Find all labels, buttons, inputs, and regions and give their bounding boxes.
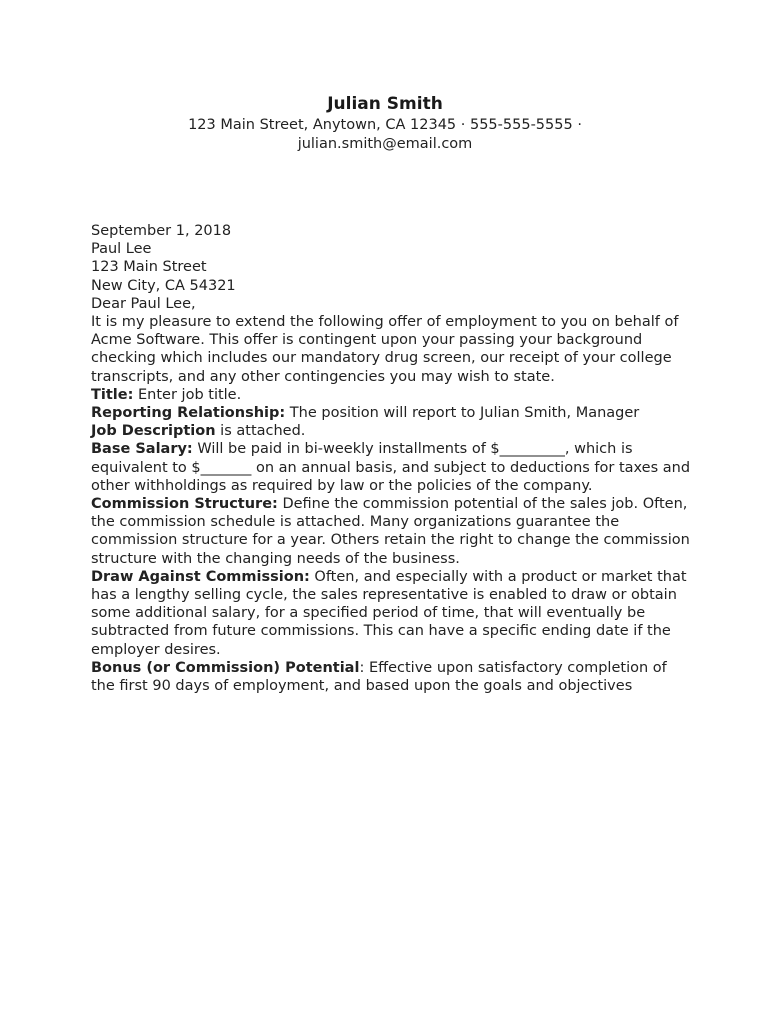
title-paragraph <box>91 386 691 404</box>
sender-name: Julian Smith <box>327 94 443 114</box>
draw-paragraph <box>91 568 691 659</box>
bonus-label: Bonus (or Commission) Potential <box>91 659 360 676</box>
letter-body <box>91 222 691 695</box>
recipient-city: New City, CA 54321 <box>91 277 236 294</box>
draw-text: Often, and especially with a product or market that has a lengthy selling cycle, the sales representative is enabled to draw or obtain some additional salary, for a specified period of time, that will eventually be subtracted from future commissions. This can have a specific ending date if the employer desires. <box>91 568 687 658</box>
bonus-text: : Effective upon satisfactory completion of the first 90 days of employment, and based upon the goals and objectives <box>91 659 667 695</box>
letter-header <box>0 93 770 153</box>
reporting-paragraph <box>91 404 691 422</box>
commission-structure-paragraph <box>91 495 691 568</box>
commission-structure-label: Commission Structure: <box>91 496 278 513</box>
intro-paragraph: It is my pleasure to extend the following offer of employment to you on behalf of Acme Software. This offer is contingent upon your passing your background checking which includes our mandatory drug screen, our receipt of your college transcripts, and any other contingencies you may wish to state. <box>91 314 679 385</box>
reporting-label: Reporting Relationship: <box>91 405 286 422</box>
recipient-street: 123 Main Street <box>91 259 207 276</box>
sender-contact-line-1: 123 Main Street, Anytown, CA 12345 · 555-555-5555 · <box>188 117 582 133</box>
job-description-paragraph <box>91 422 691 440</box>
title-text: Enter job title. <box>133 386 242 403</box>
job-description-text: is attached. <box>215 423 306 440</box>
base-salary-paragraph <box>91 440 691 495</box>
base-salary-text: Will be paid in bi-weekly installments of $_________, which is equivalent to $_______ on an annual basis, and subject to deductions for taxes and other withholdings as required by law or the policies of the company. <box>91 441 691 494</box>
commission-structure-text: Define the commission potential of the sales job. Often, the commission schedule is attached. Many organizations guarantee the commission structure for a year. Others retain the right to change the commission structure with the changing needs of the business. <box>91 496 690 567</box>
base-salary-label: Base Salary: <box>91 441 193 458</box>
sender-contact-line-2: julian.smith@email.com <box>297 136 473 152</box>
recipient-name: Paul Lee <box>91 241 152 258</box>
letter-date: September 1, 2018 <box>91 223 232 239</box>
job-description-label: Job Description <box>91 423 216 440</box>
recipient-address <box>91 240 691 295</box>
salutation: Dear Paul Lee, <box>91 295 196 312</box>
draw-label: Draw Against Commission: <box>91 568 310 585</box>
bonus-paragraph <box>91 659 691 695</box>
reporting-text: The position will report to Julian Smith, Manager <box>285 405 640 422</box>
title-label: Title: <box>91 386 134 403</box>
